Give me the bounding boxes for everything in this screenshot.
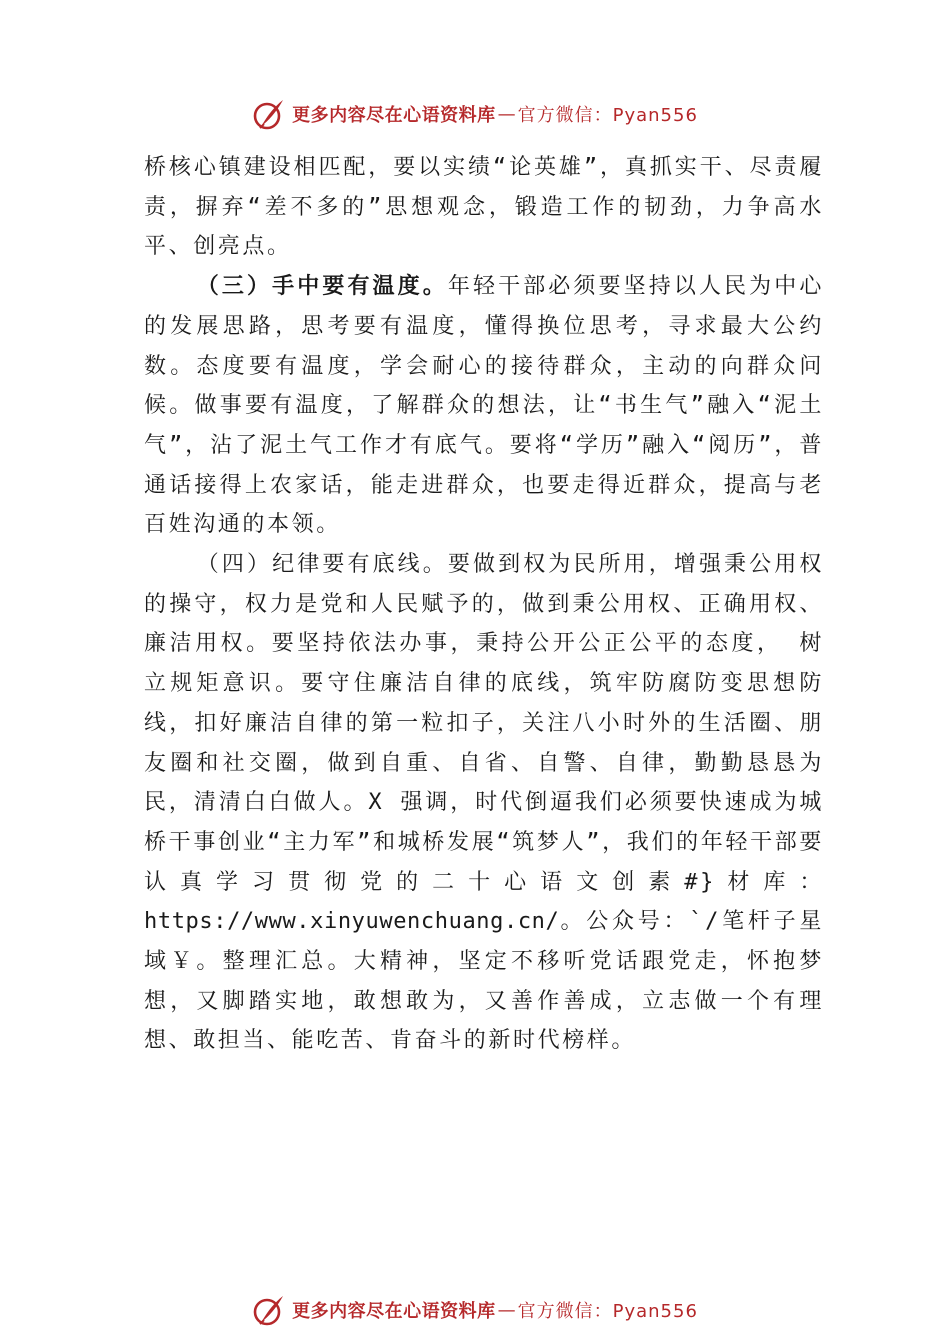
footer-site-name: 更多内容尽在心语资料库 <box>292 1301 496 1322</box>
paragraph-3 <box>144 545 824 1061</box>
header-dash: — <box>497 103 516 125</box>
document-body <box>144 148 824 1061</box>
paragraph-2 <box>144 267 824 545</box>
paragraph-2-body: 年轻干部必须要坚持以人民为中心的发展思路，思考要有温度，懂得换位思考，寻求最大公约数。态度要有温度，学会耐心的接待群众，主动的向群众问候。做事要有温度，了解群众的想法，让“书生气”融入“泥土气”，沾了泥土气工作才有底气。要将“学历”融入“阅历”，普通话接得上农家话，能走进群众，也要走得近群众，提高与老百姓沟通的本领。 <box>144 274 824 538</box>
footer-dash: — <box>497 1299 516 1321</box>
header-banner <box>0 94 950 134</box>
paragraph-3-url: https://www.xinyuwenchuang.cn/ <box>144 909 560 935</box>
footer-wechat: 官方微信：Pyan556 <box>517 1301 698 1322</box>
quill-pen-logo-icon <box>252 1293 286 1327</box>
paragraph-3-part-a: （四）纪律要有底线。要做到权为民所用，增强秉公用权的操守，权力是党和人民赋予的，做到秉公用权、正确用权、廉洁用权。要坚持依法办事，秉持公开公正公平的态度， <box>144 552 824 657</box>
header-wechat: 官方微信：Pyan556 <box>517 105 698 126</box>
header-site-name: 更多内容尽在心语资料库 <box>292 105 496 126</box>
quill-pen-logo-icon <box>252 97 286 131</box>
paragraph-1: 桥核心镇建设相匹配，要以实绩“论英雄”，真抓实干、尽责履责，摒弃“差不多的”思想观念，锻造工作的韧劲，力争高水平、创亮点。 <box>144 155 824 260</box>
paragraph-3-part-b: 树立规矩意识。要守住廉洁自律的底线，筑牢防腐防变思想防线，扣好廉洁自律的第一粒扣子，关注八小时外的生活圈、朋友圈和社交圈，做到自重、自省、自警、自律，勤勤恳恳为民，清清白白做人。X 强调，时代倒逼我们必须要快速成为城桥干事创业“主力军”和城桥发展“筑梦人”，我们的年轻干部要认真学习贯彻党的二十心语文创素#}材库： <box>144 631 824 895</box>
paragraph-3-part-c: 。公众号：`/笔杆子星域￥。整理汇总。大精神，坚定不移听党话跟党走，怀抱梦想，又脚踏实地，敢想敢为，又善作善成，立志做一个有理想、敢担当、能吃苦、肯奋斗的新时代榜样。 <box>144 909 824 1054</box>
section-heading-3: （三）手中要有温度。 <box>196 274 448 300</box>
footer-banner <box>0 1290 950 1330</box>
